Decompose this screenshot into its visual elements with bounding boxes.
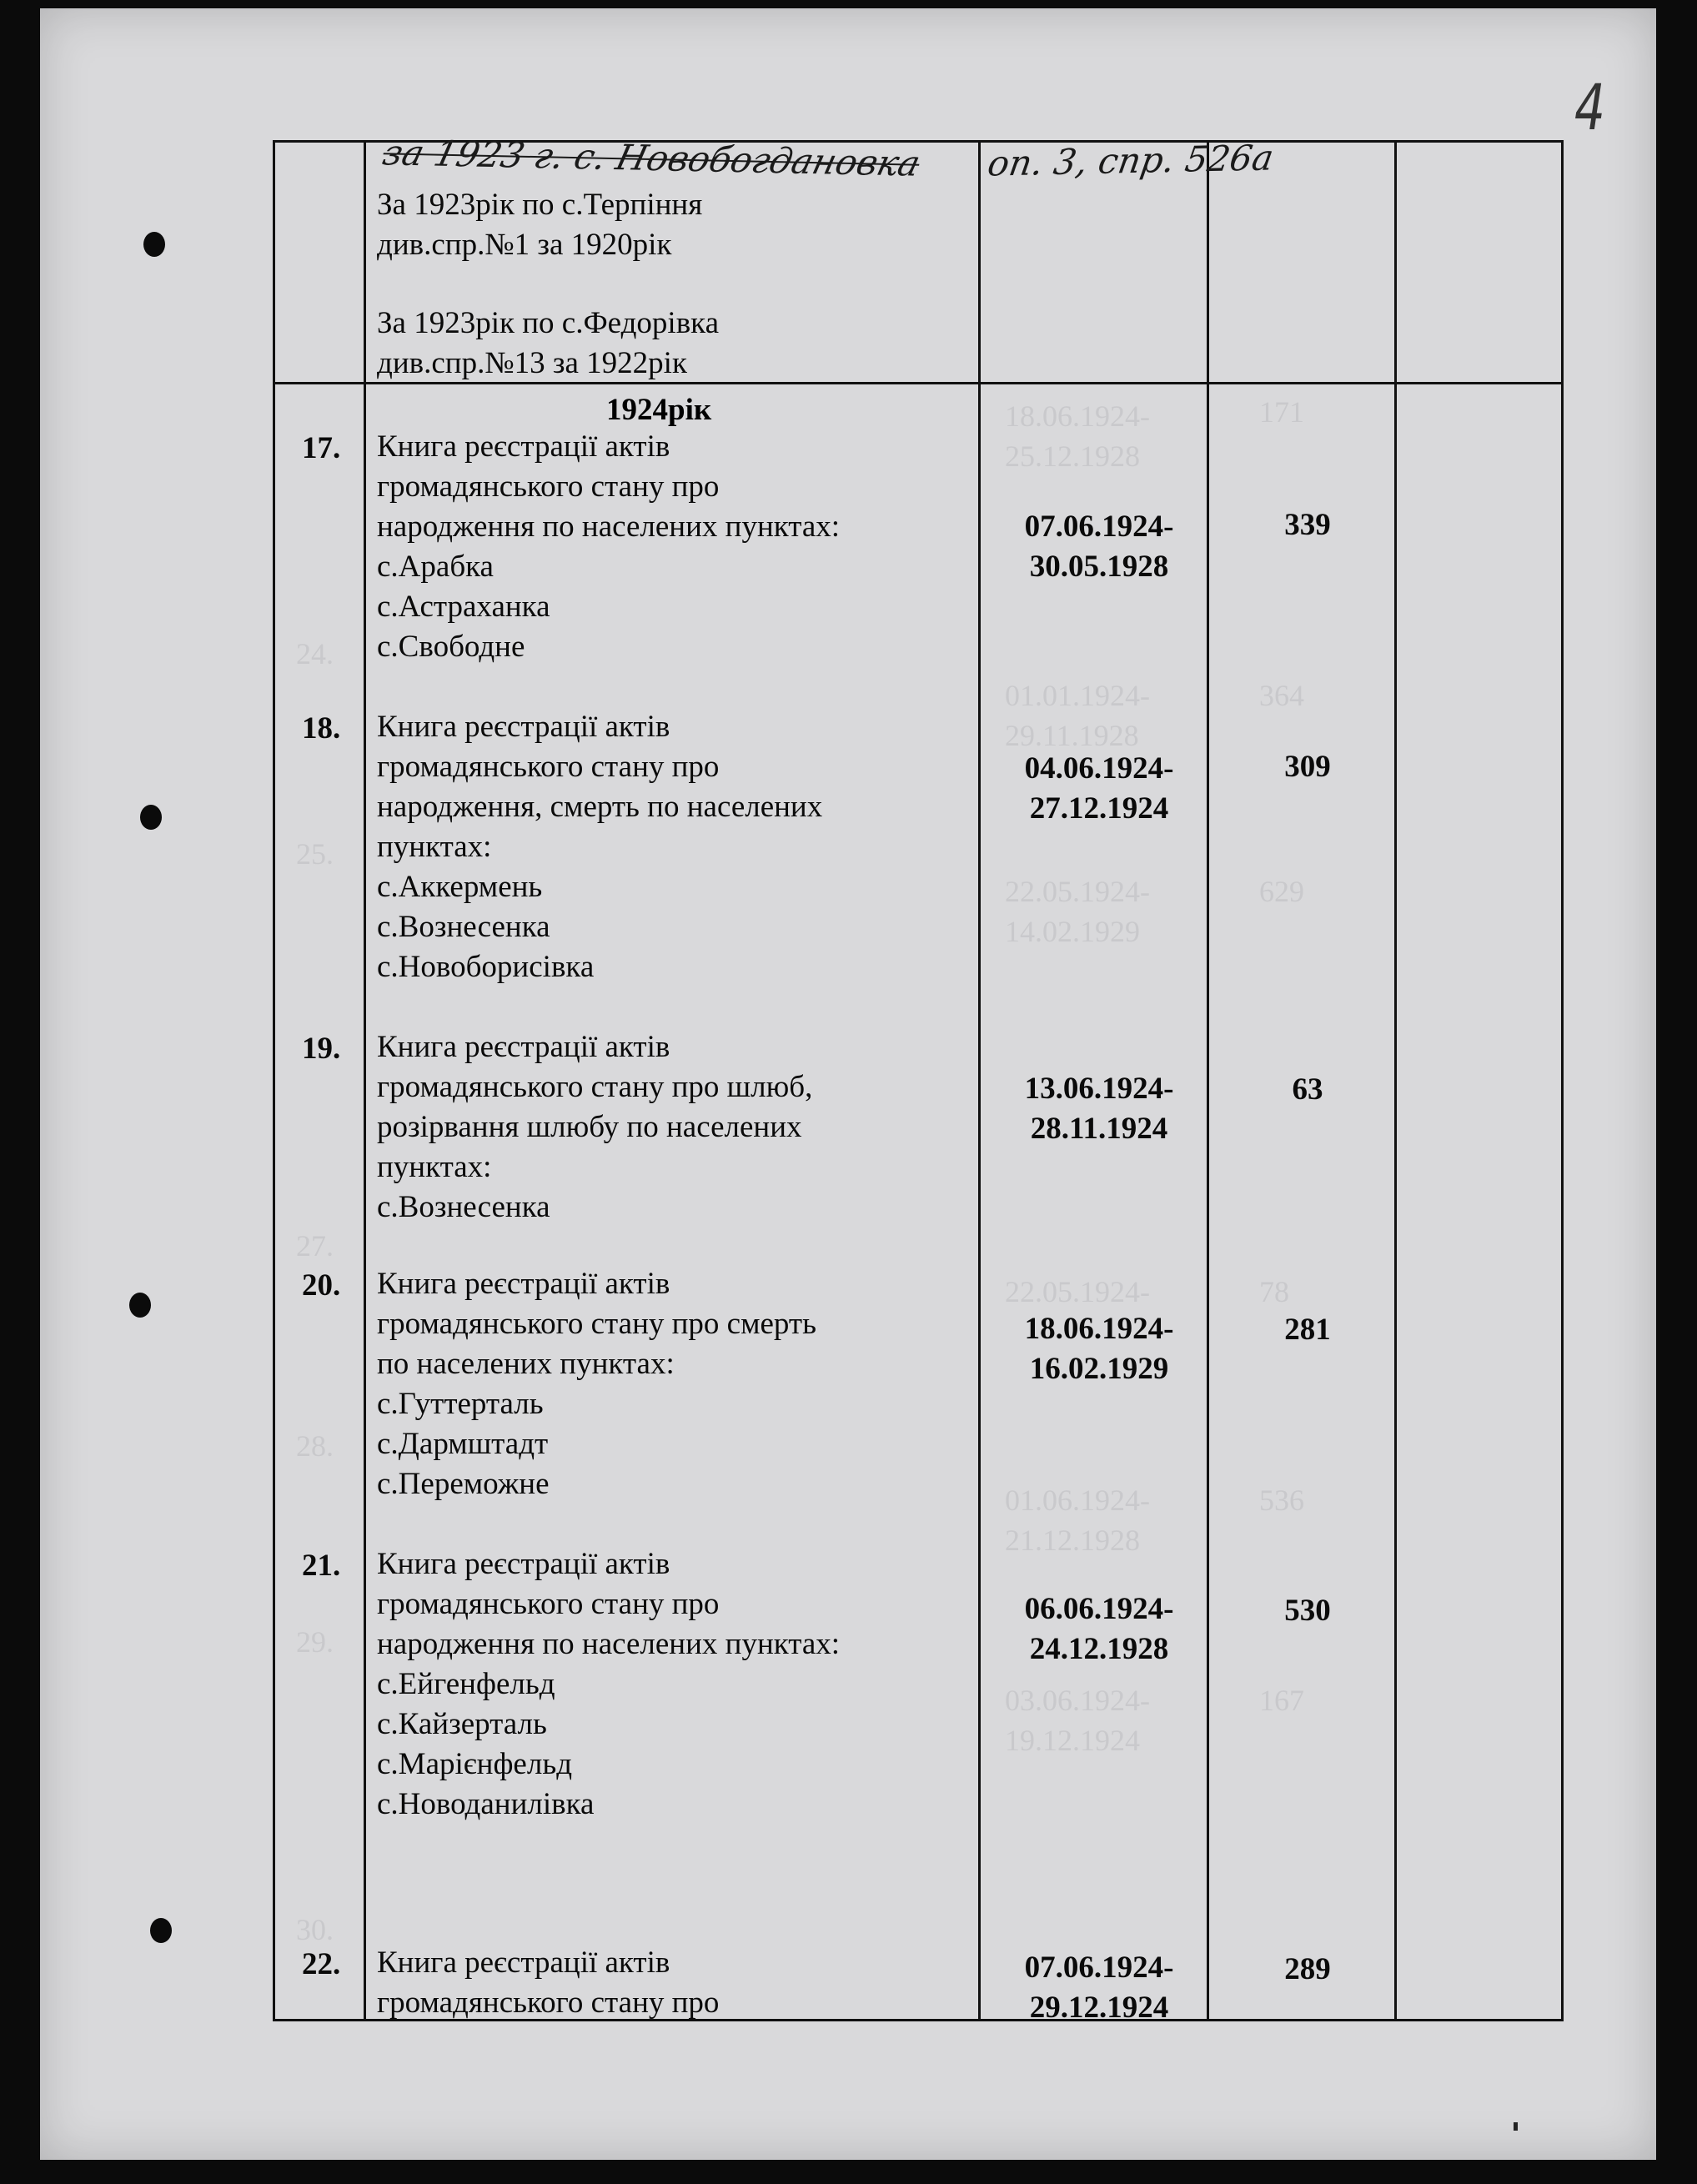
bleed-through-date: 22.05.1924- — [1005, 1275, 1150, 1308]
entry-number: 18. — [302, 711, 341, 746]
handwritten-annotation: за 1923 г. с. Новобогдановка — [379, 132, 925, 184]
paper-speck — [1514, 2122, 1518, 2131]
bleed-through-count: 536 — [1259, 1484, 1304, 1517]
binder-hole — [129, 1293, 151, 1318]
entry-description: Книга реєстрації актів громадянського стану про шлюб, розірвання шлюбу по населених пунктах: с.Вознесенка — [377, 1030, 813, 1224]
binder-hole — [150, 1918, 172, 1943]
entry-dates: 04.06.1924- 27.12.1924 — [1024, 751, 1174, 826]
table-border-left — [273, 140, 275, 2021]
binder-hole — [143, 232, 165, 257]
entry-sheet-count: 530 — [1284, 1594, 1331, 1628]
entry-dates: 06.06.1924- 24.12.1928 — [1024, 1592, 1174, 1666]
bleed-through-num: 25. — [296, 837, 334, 871]
entry-dates: 07.06.1924- 29.12.1924 — [1024, 1951, 1174, 2025]
year-heading: 1924рік — [606, 393, 712, 427]
bleed-through-date: 03.06.1924- 19.12.1924 — [1005, 1684, 1150, 1757]
bleed-through-num: 28. — [296, 1429, 334, 1463]
bleed-through-count: 167 — [1259, 1684, 1304, 1717]
entry-sheet-count: 289 — [1284, 1952, 1331, 1986]
handwritten-reference: оп. 3, спр. 526а — [985, 137, 1277, 184]
entry-dates: 13.06.1924- 28.11.1924 — [1024, 1072, 1174, 1146]
entry-dates: 07.06.1924- 30.05.1928 — [1024, 510, 1174, 584]
bleed-through-date: 01.01.1924- 29.11.1928 — [1005, 679, 1150, 752]
entry-sheet-count: 339 — [1284, 508, 1331, 542]
header-line: див.спр.№1 за 1920рік — [377, 228, 672, 262]
entry-description: Книга реєстрації актів громадянського стану про народження по населених пунктах: с.Ейгенфельд с.Кайзерталь с.Марієнфельд с.Новоданилівка — [377, 1547, 841, 1821]
bleed-through-date: 22.05.1924- 14.02.1929 — [1005, 875, 1150, 948]
table-border-right — [1561, 140, 1564, 2021]
entry-number: 20. — [302, 1268, 341, 1303]
entry-sheet-count: 281 — [1284, 1313, 1331, 1347]
entry-number: 21. — [302, 1549, 341, 1583]
entry-number: 22. — [302, 1947, 341, 1981]
column-divider — [978, 140, 981, 2021]
bleed-through-date: 01.06.1924- 21.12.1928 — [1005, 1484, 1150, 1557]
page-number: 4 — [1574, 70, 1605, 145]
entry-description: Книга реєстрації актів громадянського стану про народження по населених пунктах: с.Арабка с.Астраханка с.Свободне — [377, 429, 841, 664]
bleed-through-num: 29. — [296, 1625, 334, 1659]
bleed-through-num: 27. — [296, 1229, 334, 1263]
header-line: За 1923рік по с.Федорівка — [377, 306, 720, 340]
header-line: За 1923рік по с.Терпіння — [377, 188, 703, 222]
bleed-through-count: 629 — [1259, 875, 1304, 908]
bleed-through-date: 18.06.1924- 25.12.1928 — [1005, 399, 1150, 473]
header-line: див.спр.№13 за 1922рік — [377, 346, 687, 380]
entry-number: 19. — [302, 1032, 341, 1066]
entry-description: Книга реєстрації актів громадянського стану про народження, смерть по населених пунктах: с.Аккермень с.Вознесенка с.Новоборисівка — [377, 710, 823, 984]
bleed-through-num: 24. — [296, 637, 334, 670]
binder-hole — [140, 805, 162, 830]
entry-number: 17. — [302, 431, 341, 465]
bleed-through-count: 78 — [1259, 1275, 1289, 1308]
entry-description: Книга реєстрації актів громадянського стану про — [377, 1946, 720, 2020]
column-divider — [364, 140, 366, 2021]
bleed-through-num: 30. — [296, 1913, 334, 1946]
entry-sheet-count: 63 — [1292, 1072, 1323, 1107]
entry-dates: 18.06.1924- 16.02.1929 — [1024, 1312, 1174, 1386]
bleed-through-count: 171 — [1259, 395, 1304, 429]
entry-description: Книга реєстрації актів громадянського стану про смерть по населених пунктах: с.Гуттерталь с.Дармштадт с.Переможне — [377, 1267, 816, 1501]
entry-sheet-count: 309 — [1284, 750, 1331, 784]
bleed-through-count: 364 — [1259, 679, 1304, 712]
